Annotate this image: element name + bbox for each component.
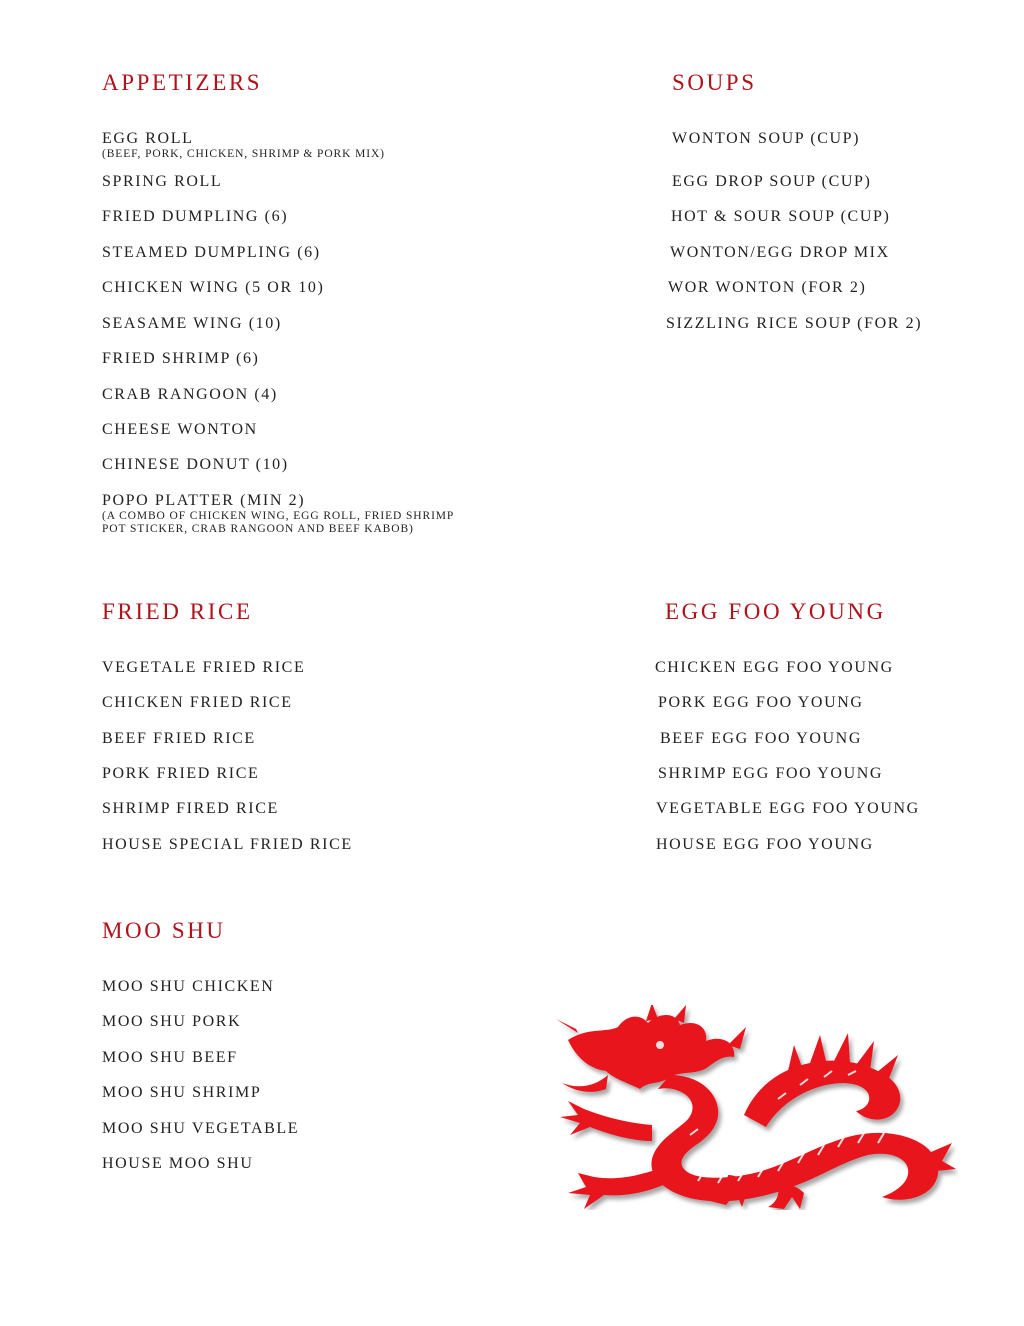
menu-item: WOR WONTON (FOR 2) <box>668 279 867 296</box>
menu-item: HOUSE MOO SHU <box>102 1155 254 1172</box>
menu-item: VEGETALE FRIED RICE <box>102 659 306 676</box>
menu-item: PORK FRIED RICE <box>102 765 260 782</box>
menu-item: MOO SHU SHRIMP <box>102 1084 262 1101</box>
menu-item: MOO SHU VEGETABLE <box>102 1120 300 1137</box>
menu-item: STEAMED DUMPLING (6) <box>102 244 321 261</box>
soups-heading: SOUPS <box>672 70 757 95</box>
menu-item: FRIED SHRIMP (6) <box>102 350 260 367</box>
appetizers-heading: APPETIZERS <box>102 70 263 95</box>
egg-foo-young-heading: EGG FOO YOUNG <box>665 599 886 624</box>
menu-item: HOUSE SPECIAL FRIED RICE <box>102 836 353 853</box>
menu-item-note: POT STICKER, CRAB RANGOON AND BEEF KABOB) <box>102 523 414 535</box>
menu-item: MOO SHU BEEF <box>102 1049 238 1066</box>
menu-item-note: (A COMBO OF CHICKEN WING, EGG ROLL, FRIED SHRIMP <box>102 510 455 522</box>
menu-item: EGG ROLL <box>102 130 194 147</box>
menu-item: FRIED DUMPLING (6) <box>102 208 289 225</box>
moo-shu-heading: MOO SHU <box>102 918 226 943</box>
menu-item: BEEF EGG FOO YOUNG <box>660 730 862 747</box>
menu-item: MOO SHU CHICKEN <box>102 978 275 995</box>
menu-item: CHEESE WONTON <box>102 421 258 438</box>
menu-item: SIZZLING RICE SOUP (FOR 2) <box>666 315 923 332</box>
menu-item: MOO SHU PORK <box>102 1013 242 1030</box>
fried-rice-heading: FRIED RICE <box>102 599 253 624</box>
menu-item: CRAB RANGOON (4) <box>102 386 278 403</box>
menu-item: POPO PLATTER (MIN 2) <box>102 492 306 509</box>
menu-item: CHINESE DONUT (10) <box>102 456 289 473</box>
menu-item: VEGETABLE EGG FOO YOUNG <box>656 800 920 817</box>
menu-item: SEASAME WING (10) <box>102 315 282 332</box>
menu-item: BEEF FRIED RICE <box>102 730 256 747</box>
menu-item-note: (BEEF, PORK, CHICKEN, SHRIMP & PORK MIX) <box>102 148 385 160</box>
menu-item: PORK EGG FOO YOUNG <box>658 694 864 711</box>
menu-item: SHRIMP EGG FOO YOUNG <box>658 765 884 782</box>
menu-item: CHICKEN FRIED RICE <box>102 694 293 711</box>
menu-item: HOT & SOUR SOUP (CUP) <box>671 208 891 225</box>
menu-item: SPRING ROLL <box>102 173 223 190</box>
menu-item: HOUSE EGG FOO YOUNG <box>656 836 874 853</box>
menu-item: EGG DROP SOUP (CUP) <box>672 173 872 190</box>
menu-item: WONTON/EGG DROP MIX <box>670 244 890 261</box>
menu-item: CHICKEN WING (5 OR 10) <box>102 279 325 296</box>
menu-item: SHRIMP FIRED RICE <box>102 800 279 817</box>
menu-item: CHICKEN EGG FOO YOUNG <box>655 659 894 676</box>
menu-item: WONTON SOUP (CUP) <box>672 130 861 147</box>
red-dragon-icon <box>548 1005 958 1210</box>
